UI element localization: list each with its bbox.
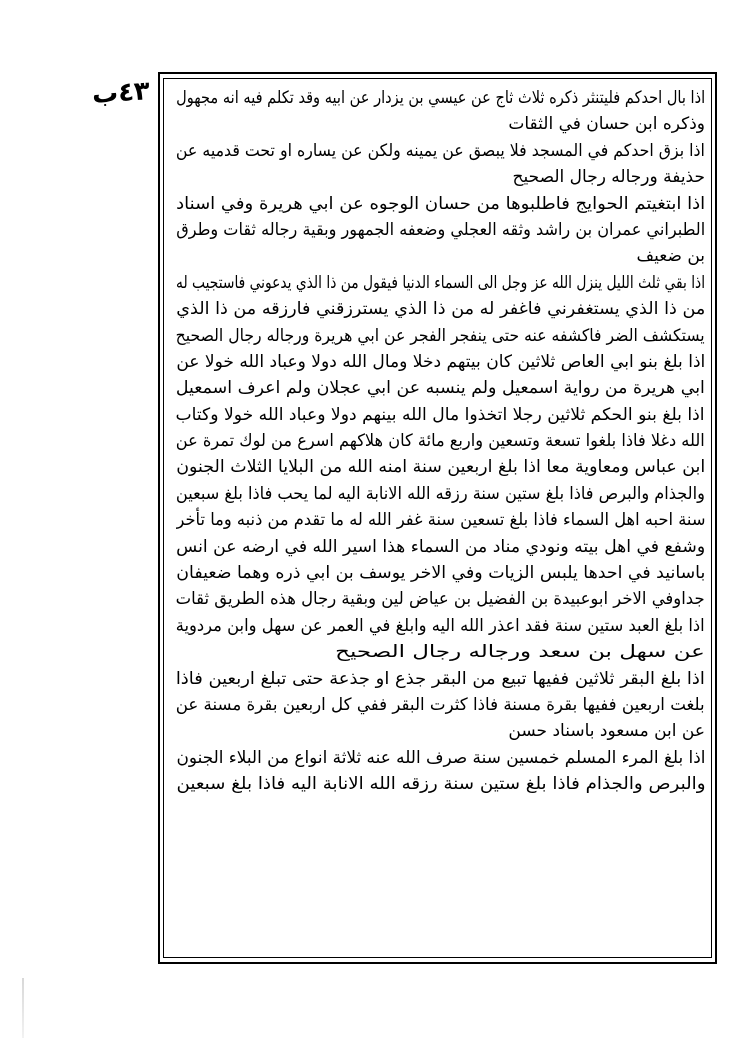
text-line [176, 270, 705, 296]
text-line [176, 375, 705, 401]
text-line [176, 323, 705, 349]
text-line [176, 745, 705, 771]
text-line-content: الله دغلا فاذا بلغوا تسعة وتسعين واربع مائة كان هلاكهم اسرع من لوك تمرة عن [176, 431, 705, 452]
text-line [176, 428, 705, 454]
page-number: ٤٣ب [91, 76, 151, 110]
text-line [176, 534, 705, 560]
text-line-content: ابن عباس ومعاوية معا اذا بلغ اربعين سنة امنه الله من البلايا الثلاث الجنون [176, 457, 705, 478]
text-line [176, 639, 705, 665]
text-line-content: اذا بلغ بنو ابي العاص ثلاثين كان بيتهم دخلا ومال الله دولا وعباد الله خولا عن [176, 351, 705, 372]
text-line-content: والبرص والجذام فاذا بلغ ستين سنة رزقه الله الانابة اليه فاذا بلغ سبعين [176, 774, 705, 795]
text-line-content: من ذا الذي يستغفرني فاغفر له من ذا الذي يسترزقني فارزقه من ذا الذي [176, 299, 705, 320]
text-line-content: وشفع في اهل بيته ونودي مناد من السماء هذا اسير الله في ارضه عن انس [176, 536, 705, 557]
text-line [176, 296, 705, 322]
text-line-content: اذا بلغ العبد ستين سنة فقد اعذر الله اليه وابلغ في العمر عن سهل وابن مردوية [176, 615, 705, 636]
text-line-content: بلغت اربعين ففيها بقرة مسنة فاذا كثرت البقر ففي كل اربعين بقرة مسنة عن [176, 694, 705, 715]
text-line-content: والجذام والبرص فاذا بلغ ستين سنة رزقه الله الانابة اليه لما يحب فاذا بلغ سبعين [176, 483, 705, 504]
text-line [176, 481, 705, 507]
text-line-content: اذا ابتغيتم الحوايج فاطلبوها من حسان الوجوه عن ابي هريرة وفي اسناد [176, 193, 705, 214]
text-line-content: وذكره ابن حسان في الثقات [508, 114, 705, 135]
text-line [176, 111, 705, 137]
text-line-content: باسانيد في احدها يلبس الزيات وفي الاخر يوسف بن ابي ذره وهما ضعيفان [176, 563, 705, 584]
text-line [176, 613, 705, 639]
text-line-content: اذا بلغ بنو الحكم ثلاثين رجلا اتخذوا مال الله بينهم دولا وعباد الله خولا وكتاب [176, 404, 705, 425]
text-line [176, 666, 705, 692]
text-line [176, 243, 705, 269]
text-line-content: الطبراني عمران بن راشد وثقه العجلي وضعفه الجمهور وبقية رجاله ثقات وطرق [176, 219, 705, 240]
text-line-content: يستكشف الضر فاكشفه عنه حتى ينفجر الفجر عن ابي هريرة ورجاله رجال الصحيح [176, 325, 705, 346]
text-line [176, 454, 705, 480]
text-line-content: اذا بلغ البقر ثلاثين ففيها تبيع من البقر جذع او جذعة حتى تبلغ اربعين فاذا [176, 668, 705, 689]
text-line [176, 402, 705, 428]
text-line [176, 217, 705, 243]
text-line-content: حذيفة ورجاله رجال الصحيح [512, 167, 705, 188]
text-line [176, 349, 705, 375]
text-line-content: اذا بقي ثلث الليل ينزل الله عز وجل الى السماء الدنيا فيقول من ذا الذي يدعوني فاستجيب له [176, 272, 705, 293]
manuscript-text [176, 85, 705, 798]
text-line [176, 586, 705, 612]
text-line-content: عن سهل بن سعد ورجاله رجال الصحيح [335, 642, 705, 663]
text-line-content: سنة احبه اهل السماء فاذا بلغ تسعين سنة غفر الله له ما تقدم من ذنبه وما تأخر [176, 510, 705, 531]
text-line-content: اذا بال احدكم فليتنثر ذكره ثلاث ثاج عن عيسي بن يزدار عن ابيه وقد تكلم فيه انه مجهول [176, 88, 705, 108]
text-frame [163, 78, 712, 958]
text-line [176, 138, 705, 164]
text-line [176, 507, 705, 533]
text-line-content: ابي هريرة من رواية اسمعيل ولم ينسبه عن ابي عجلان ولم اعرف اسمعيل [176, 378, 705, 399]
text-line-content: اذا بلغ المرء المسلم خمسين سنة صرف الله عنه ثلاثة انواع من البلاء الجنون [176, 747, 705, 768]
text-line [176, 85, 705, 111]
text-line [176, 164, 705, 190]
text-line [176, 718, 705, 744]
text-line [176, 771, 705, 797]
paper-mark [22, 978, 24, 1038]
text-line-content: اذا بزق احدكم في المسجد فلا يبصق عن يمينه ولكن عن يساره او تحت قدميه عن [176, 140, 705, 161]
text-line-content: عن ابن مسعود باسناد حسن [508, 721, 705, 742]
text-line-content: جداوفي الاخر ابوعبيدة بن الفضيل بن عياض لين وبقية رجال هذه الطريق ثقات [176, 589, 705, 610]
text-line [176, 692, 705, 718]
text-line-content: بن ضعيف [636, 246, 705, 267]
text-line [176, 191, 705, 217]
text-line [176, 560, 705, 586]
